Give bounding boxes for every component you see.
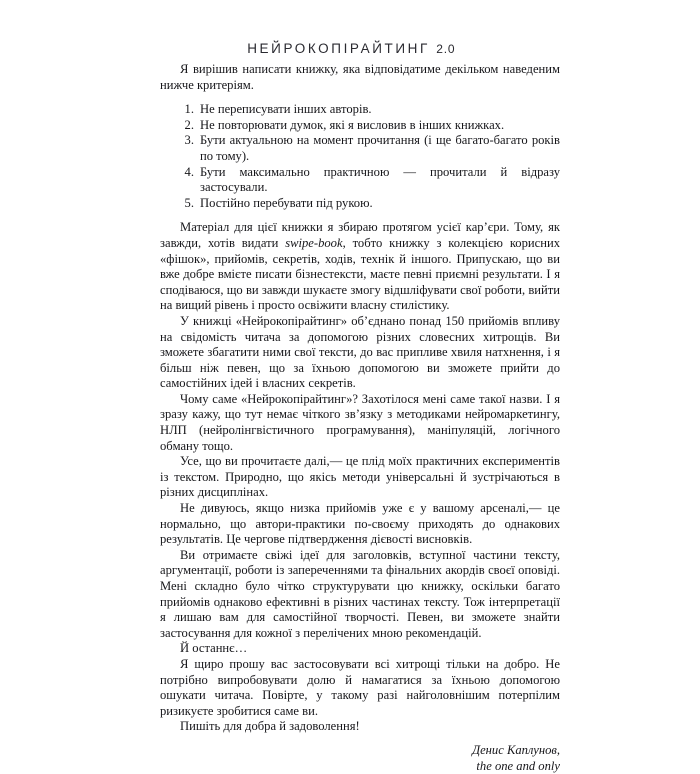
text-column: [160, 62, 560, 774]
paragraph-material-part1: Матеріал для цієї книжки я збираю протягом усієї кар’єри. Тому, як завжди, хотів видати: [160, 220, 560, 250]
paragraph-fresh-ideas: Ви отримаєте свіжі ідеї для заголовків, вступної частини тексту, аргументації, роботи із запереченнями та фінальних акордів своєї оповіді. Мені складно було чітко структурувати цю книжку, оскільки багато прийомів однаково ефективні в різних частинах тексту. Тож інтерпретації я лишаю вам для самостійної творчості. Певен, ви зможете знайти застосування для кожної з перелічених мною рекомендацій.: [160, 547, 560, 640]
paragraph-and-last: Й останнє…: [180, 641, 248, 656]
paragraph-material: [160, 220, 560, 314]
criteria-list: [160, 102, 560, 211]
paragraph-material-part2: , тобто книжку з колекцією корисних «фішок», прийомів, секретів, ходів, технік й іншого. Припускаю, що ви вже добре вмієте писати бізнестексти, маєте певні приємні результати. І я сподіваюся, що ви завжди шукаєте змогу відшліфувати свої роботи, вийти на вищий рівень і просто освіжити власну стилістику.: [160, 235, 560, 313]
list-item: Не переписувати інших авторів.: [200, 102, 372, 117]
paragraph-closing-call: Пишіть для добра й задоволення!: [180, 719, 360, 734]
paragraph-arsenal: Не дивуюсь, якщо низка прийомів уже є у вашому арсеналі,— це нормально, що автори-практики по-своєму приходять до однакових результатів. Це чергове підтвердження дієвості висновків.: [160, 501, 560, 547]
signature-tagline: the one and only: [476, 758, 560, 773]
paragraph-for-good: Я щиро прошу вас застосовувати всі хитрощі тільки на добро. Не потрібно випробовувати долю й намагатися за їхньою допомогою ошукати читача. Повірте, у такому разі найголовнішим потерпілим ризикуєте зробитися саме ви.: [160, 656, 560, 718]
list-item: Бути максимально практичною — прочитали й відразу застосували.: [200, 164, 560, 195]
list-item: Не повторювати думок, які я висловив в інших книжках.: [200, 117, 505, 132]
page-title: [0, 41, 700, 56]
paragraph-why-name: Чому саме «Нейрокопірайтинг»? Захотілося мені саме такої назви. І я зразу кажу, що тут немає чіткого зв’язку з методиками нейромаркетингу, НЛП (нейролінгвістичного програмування), маніпуляцій, логічного обману тощо.: [160, 391, 560, 453]
list-item: Бути актуальною на момент прочитання (і ще багато-багато років по тому).: [200, 133, 560, 163]
intro-paragraph: Я вирішив написати книжку, яка відповідатиме декільком наведеним нижче критеріям.: [160, 62, 560, 92]
paragraph-material-emphasis: swipe-book: [285, 235, 343, 250]
page-title-main: НЕЙРОКОПІРАЙТИНГ: [247, 41, 430, 57]
signature-block: [160, 742, 560, 774]
page-title-version: 2.0: [436, 42, 456, 57]
paragraph-experiments: Усе, що ви прочитаєте далі,— це плід моїх практичних експериментів із текстом. Природно, що якісь методи універсальні й зустрічаються в різних дисциплінах.: [160, 454, 560, 500]
list-item: Постійно перебувати під рукою.: [200, 195, 373, 210]
paragraph-book-content: У книжці «Нейрокопірайтинг» об’єднано понад 150 прийомів впливу на свідомість читача за допомогою різних словесних хитрощів. Ви зможете збагатити ними свої тексти, до вас припливе хвиля натхнення, і я більш ніж певен, що за їхньою допомогою ви зможете прийти до самостійних ідей і власних секретів.: [160, 313, 560, 391]
signature-name: Денис Каплунов,: [472, 742, 560, 757]
